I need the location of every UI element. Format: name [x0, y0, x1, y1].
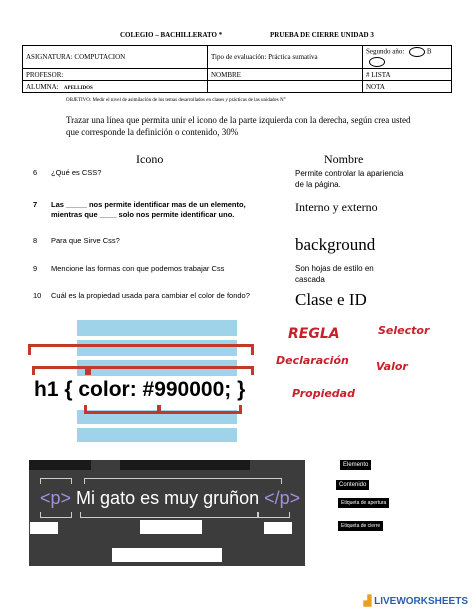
question-text: Mencione las formas con que podemos trabajar Css: [51, 264, 225, 273]
exam-title: PRUEBA DE CIERRE UNIDAD 3: [270, 31, 374, 39]
question-text: Para que Sirve Css?: [51, 236, 120, 245]
subject-cell: ASIGNATURA: COMPUTACION: [23, 46, 208, 69]
answer-3: background: [295, 235, 376, 254]
question-number: 6: [33, 168, 38, 177]
answer-slot-5[interactable]: [140, 520, 202, 534]
question-6: [33, 168, 101, 177]
year-label: Segundo año:: [366, 47, 405, 56]
answer-slot-4[interactable]: [264, 522, 292, 534]
html-bracket-bottom-mid: [80, 512, 258, 518]
footer-brand: [364, 596, 468, 607]
close-tag: </p>: [264, 488, 301, 508]
question-text: ¿Qué es CSS?: [51, 168, 102, 177]
answer-2: Interno y externo: [295, 200, 378, 214]
name-cell: NOMBRE: [208, 69, 363, 81]
student-label: ALUMNA:: [26, 82, 59, 91]
question-number: 8: [33, 236, 38, 245]
objective-text: OBJETIVO: Medir el nivel de asimilación de los temas desarrollados en clases y prácticas de las unidades N°: [66, 98, 286, 103]
answer-1: Permite controlar la apariencia de la página.: [295, 169, 404, 189]
question-number: 10: [33, 291, 42, 300]
brand-name: LIVEWORKSHEETS: [374, 596, 468, 607]
question-text: Las _____ nos permite identificar mas de un elemento, mientras que ____ solo nos permite identificar uno.: [51, 200, 246, 219]
grade-cell: NOTA: [363, 81, 452, 93]
answer-slot-2[interactable]: [120, 460, 250, 470]
student-cell: [23, 81, 208, 93]
label-contenido[interactable]: Contenido: [336, 480, 369, 490]
html-bracket-top-right: [84, 478, 282, 484]
year-b-oval[interactable]: [369, 57, 385, 67]
tag-content: Mi gato es muy gruñon: [71, 488, 265, 508]
header-table: [22, 45, 452, 93]
bracket-mid-left: [32, 366, 88, 375]
brand-logo-icon: ▟: [363, 596, 372, 607]
label-valor[interactable]: Valor: [376, 360, 408, 373]
label-etiqueta-apertura[interactable]: Etiqueta de apertura: [338, 498, 389, 508]
empty-cell: [208, 81, 363, 93]
list-cell: # LISTA: [363, 69, 452, 81]
eval-type-cell: Tipo de evaluación: Práctica sumativa: [208, 46, 363, 69]
answer-slot-3[interactable]: [30, 522, 58, 534]
school-title: [120, 31, 222, 39]
question-10: [33, 291, 250, 300]
bracket-top: [28, 344, 254, 355]
question-8: [33, 236, 120, 245]
question-number: 7: [33, 200, 38, 209]
bracket-bottom-2: [158, 405, 242, 414]
surnames-label: APELLIDOS: [63, 85, 93, 91]
bracket-mid-right: [88, 366, 254, 375]
question-number: 9: [33, 264, 38, 273]
label-elemento[interactable]: Elemento: [340, 460, 371, 470]
answer-5: Clase e ID: [295, 290, 367, 309]
answer-box-1[interactable]: [77, 320, 237, 336]
css-code: h1 { color: #990000; }: [34, 378, 246, 401]
label-etiqueta-cierre[interactable]: Etiqueta de cierre: [338, 521, 383, 531]
question-7: [33, 200, 263, 220]
label-declaracion[interactable]: Declaración: [276, 354, 349, 367]
open-tag: <p>: [40, 488, 72, 508]
column-nombre: Nombre: [324, 152, 364, 166]
label-selector[interactable]: Selector: [378, 324, 430, 337]
html-bracket-top-left: [40, 478, 72, 484]
year-cell: [363, 46, 452, 69]
answer-4: Son hojas de estilo en cascada: [295, 264, 374, 284]
answer-slot-1[interactable]: [29, 460, 91, 470]
question-text: Cuál es la propiedad usada para cambiar el color de fondo?: [51, 291, 250, 300]
question-9: [33, 264, 224, 273]
label-regla[interactable]: REGLA: [288, 326, 340, 342]
column-icono: Icono: [136, 152, 164, 166]
instructions-text: Trazar una línea que permita unir el icono de la parte izquierda con la derecha, según crea usted que corresponde la definición o contenido, 30%: [66, 115, 411, 137]
label-propiedad[interactable]: Propiedad: [292, 387, 355, 400]
bracket-bottom-1: [84, 405, 160, 414]
year-a-oval[interactable]: [409, 47, 425, 57]
html-code-line: [40, 488, 300, 509]
html-bracket-bottom-right: [258, 512, 290, 518]
school-name: COLEGIO – BACHILLERATO *: [120, 31, 223, 39]
html-bracket-bottom-left: [40, 512, 72, 518]
teacher-cell: PROFESOR:: [23, 69, 208, 81]
answer-box-5[interactable]: [77, 428, 237, 442]
answer-slot-6[interactable]: [112, 548, 222, 562]
year-option-label: B: [426, 47, 432, 56]
